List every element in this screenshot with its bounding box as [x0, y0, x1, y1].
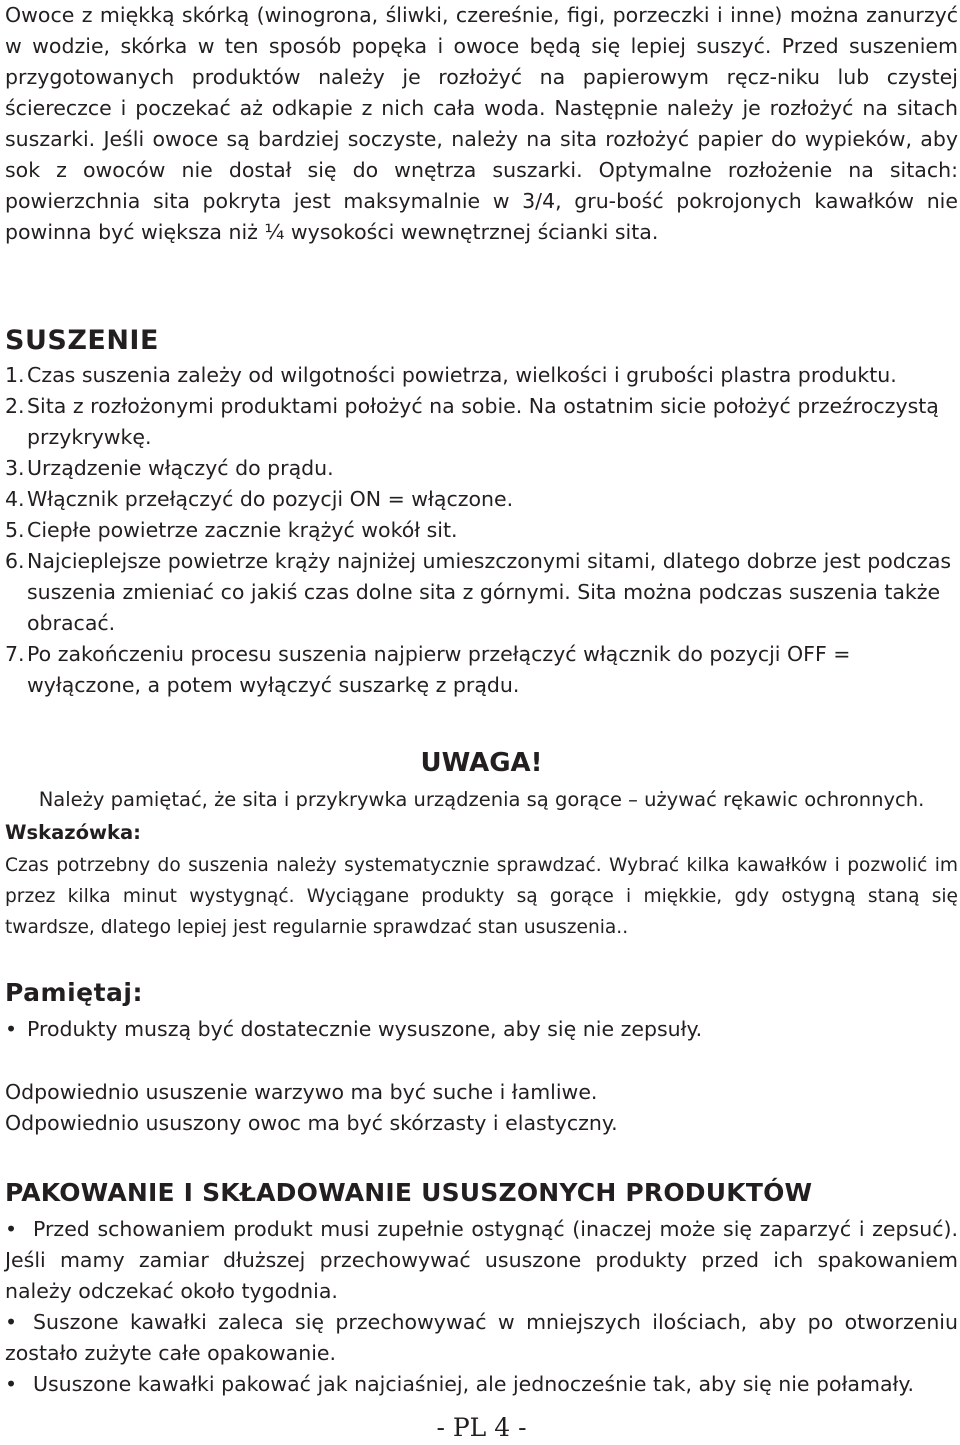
note-vegetable: Odpowiednio ususzenie warzywo ma być suche i łamliwe. — [5, 1080, 598, 1104]
bullet-icon: • — [5, 1372, 18, 1396]
step-number: 7. — [5, 642, 25, 666]
step-item — [5, 453, 958, 484]
step-text: Ciepłe powietrze zacznie krążyć wokół sit. — [27, 518, 458, 542]
list-item — [5, 1014, 958, 1045]
step-number: 2. — [5, 394, 25, 418]
list-item — [5, 1214, 958, 1307]
step-number: 4. — [5, 487, 25, 511]
step-text: Najcieplejsze powietrze krąży najniżej umieszczonymi sitami, dlatego dobrze jest podczas suszenia zmieniać co jakiś czas dolne sita z górnymi. Sita można podczas suszenia także obracać. — [27, 549, 952, 635]
uwaga-text: Należy pamiętać, że sita i przykrywka urządzenia są gorące – używać rękawic ochronnych. — [38, 788, 925, 811]
bullet-icon: • — [5, 1017, 18, 1041]
step-item — [5, 546, 958, 639]
note-fruit: Odpowiednio ususzony owoc ma być skórzasty i elastyczny. — [5, 1111, 618, 1135]
step-number: 5. — [5, 518, 25, 542]
wskazowka-text: Czas potrzebny do suszenia należy systematycznie sprawdzać. Wybrać kilka kawałków i pozwolić im przez kilka minut wystygnąć. Wyciągane produkty są gorące i miękkie, gdy ostygną staną się twardsze, dlatego lepiej jest regularnie sprawdzać stan ususzenia.. — [5, 855, 958, 938]
step-text: Czas suszenia zależy od wilgotności powietrza, wielkości i grubości plastra produktu. — [27, 363, 897, 387]
pakowanie-heading: PAKOWANIE I SKŁADOWANIE USUSZONYCH PRODUKTÓW — [5, 1178, 813, 1207]
step-number: 6. — [5, 549, 25, 573]
step-text: Urządzenie włączyć do prądu. — [27, 456, 334, 480]
uwaga-heading: UWAGA! — [420, 748, 543, 778]
step-number: 1. — [5, 363, 25, 387]
step-item — [5, 360, 958, 391]
list-item — [5, 1369, 958, 1400]
pamietaj-bullet-list — [5, 1014, 958, 1045]
bullet-text: Przed schowaniem produkt musi zupełnie ostygnąć (inaczej może się zaparzyć i zepsuć). Jeśli mamy zamiar dłuższej przechowywać ususzone produkty przed ich spakowaniem należy odczekać około tygodnia. — [5, 1217, 958, 1303]
step-item — [5, 484, 958, 515]
bullet-text: Ususzone kawałki pakować jak najciaśniej, ale jednocześnie tak, aby się nie połamały. — [33, 1372, 915, 1396]
pamietaj-notes — [5, 1077, 958, 1139]
step-number: 3. — [5, 456, 25, 480]
step-text: Sita z rozłożonymi produktami położyć na sobie. Na ostatnim sicie położyć przeźroczystą przykrywkę. — [27, 394, 939, 449]
wskazowka-heading: Wskazówka: — [5, 821, 141, 844]
pakowanie-bullet-list — [5, 1214, 958, 1400]
suszenie-steps — [5, 360, 958, 701]
intro-paragraph: Owoce z miękką skórką (winogrona, śliwki, czereśnie, figi, porzeczki i inne) można zanurzyć w wodzie, skórka w ten sposób popęka i owoce będą się lepiej suszyć. Przed suszeniem przygotowanych produktów należy je rozłożyć na papierowym ręcz-niku lub czystej ściereczce i poczekać aż odkapie z nich cała woda. Następnie należy je rozłożyć na sitach suszarki. Jeśli owoce są bardziej soczyste, należy na sita rozłożyć papier do wypieków, aby sok z owoców nie dostał się do wnętrza suszarki. Optymalne rozłożenie na sitach: powierzchnia sita pokryta jest maksymalnie w 3/4, gru-bość pokrojonych kawałków nie powinna być większa niż ¼ wysokości wewnętrznej ścianki sita. — [5, 3, 958, 244]
suszenie-heading: SUSZENIE — [5, 325, 159, 356]
step-text: Włącznik przełączyć do pozycji ON = włączone. — [27, 487, 514, 511]
page-number: - PL 4 - — [436, 1413, 527, 1442]
bullet-icon: • — [5, 1217, 18, 1241]
step-item — [5, 515, 958, 546]
bullet-text: Suszone kawałki zaleca się przechowywać w mniejszych ilościach, aby po otworzeniu zostało zużyte całe opakowanie. — [5, 1310, 958, 1365]
step-item — [5, 639, 958, 701]
bullet-icon: • — [5, 1310, 18, 1334]
bullet-text: Produkty muszą być dostatecznie wysuszone, aby się nie zepsuły. — [27, 1017, 703, 1041]
step-item — [5, 391, 958, 453]
step-text: Po zakończeniu procesu suszenia najpierw przełączyć włącznik do pozycji OFF = wyłączone, a potem wyłączyć suszarkę z prądu. — [27, 642, 851, 697]
pamietaj-heading: Pamiętaj: — [5, 978, 143, 1007]
list-item — [5, 1307, 958, 1369]
